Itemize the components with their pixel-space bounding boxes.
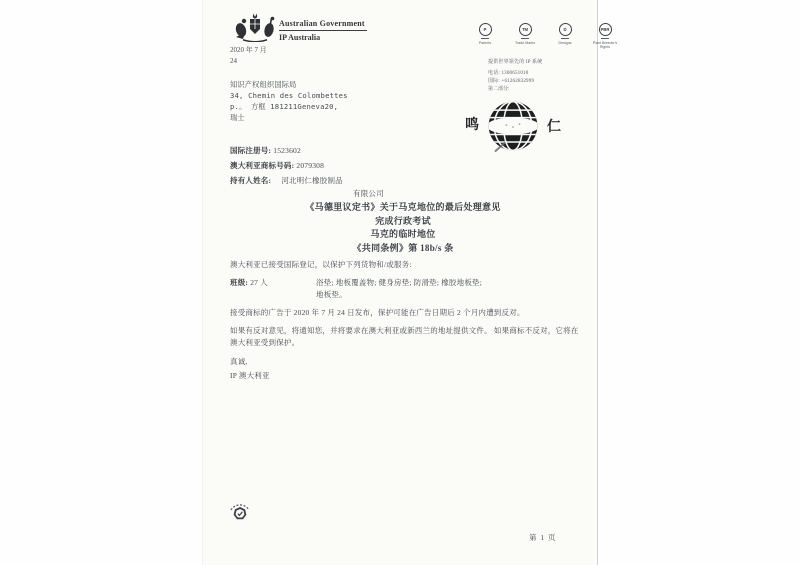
date-line1: 2020 年 7 月 bbox=[230, 46, 267, 54]
trade-marks-icon: TM Trade Marks bbox=[511, 23, 539, 49]
mark-left-char: 鸣 bbox=[465, 118, 479, 133]
title-divider bbox=[279, 30, 367, 31]
tagline: 提供世界领先的 IP 系统 bbox=[488, 60, 543, 65]
au-tm-value: 2079308 bbox=[296, 161, 325, 170]
letter-headings bbox=[230, 201, 576, 255]
holder-label: 持有人姓名: bbox=[230, 176, 272, 185]
registration-details bbox=[230, 143, 570, 200]
mark-section-label: 第二部分: bbox=[488, 87, 510, 92]
recipient-line: 34, Chemin des Colombettes bbox=[230, 91, 348, 100]
goods-line: 浴垫; 地板覆盖物; 健身房垫; 防滑垫; 橡胶地板垫; bbox=[316, 278, 483, 287]
class-value: 27 人 bbox=[250, 278, 268, 287]
holder-value: 河北明仁橡胶制品 bbox=[281, 176, 343, 185]
letter-date bbox=[230, 45, 267, 67]
phone: 电话: 1300651010 bbox=[488, 71, 529, 76]
goods-line: 地板垫。 bbox=[316, 289, 347, 299]
gov-title-block bbox=[279, 19, 367, 42]
goods-list bbox=[316, 277, 578, 300]
heading-line: 《共同条例》第 18b/s 条 bbox=[352, 242, 454, 253]
recipient-line: 瑞士 bbox=[230, 113, 245, 122]
recipient-line: p.。 方框 181211Geneva20, bbox=[230, 102, 339, 111]
contact-block bbox=[488, 59, 542, 86]
intl-reg-value: 1523602 bbox=[273, 146, 301, 155]
signature: IP 澳大利亚 bbox=[230, 371, 270, 380]
pbr-icon: PBR Plant Breeder's Rights bbox=[591, 23, 619, 49]
recipient-address bbox=[230, 79, 348, 123]
gov-title: Australian Government bbox=[279, 19, 365, 28]
heading-line: 《马德里议定书》关于马克地位的最后处理意见 bbox=[305, 202, 501, 212]
mark-right-char: 仁 bbox=[547, 120, 561, 135]
patents-icon: P Patents bbox=[471, 23, 499, 49]
intro-paragraph: 澳大利亚已接受国际登记，以保护下列货物和/或服务: bbox=[230, 260, 412, 269]
document-page bbox=[202, 0, 618, 565]
australian-coat-of-arms-icon bbox=[233, 12, 277, 42]
intl-phone: 国际: +61262832999 bbox=[488, 79, 535, 84]
heading-line: 完成行政考试 bbox=[375, 215, 431, 226]
class-label: 班级: bbox=[230, 278, 249, 287]
closing: 真诚, bbox=[230, 357, 248, 366]
ip-rights-icons bbox=[471, 23, 619, 49]
opposition-paragraph: 如果有反对意见，将通知您，并将要求在澳大利亚或新西兰的地址提供文件。 如果商标不反对，它将在澳大利亚受到保护。 bbox=[230, 326, 579, 347]
page-number: 第 1 页 bbox=[529, 533, 557, 542]
au-tm-label: 澳大利亚商标号码: bbox=[230, 161, 295, 170]
date-line2: 24 bbox=[230, 57, 237, 65]
holder-value2: 有限公司 bbox=[353, 189, 384, 198]
agency-name: IP Australia bbox=[279, 33, 321, 42]
recipient-line: 知识产权组织国际局 bbox=[230, 80, 297, 89]
heading-line: 马克的临时地位 bbox=[370, 229, 436, 239]
designs-icon: D Designs bbox=[551, 23, 579, 49]
intl-reg-label: 国际注册号: bbox=[230, 146, 272, 155]
advert-paragraph: 接受商标的广告于 2020 年 7 月 24 日发布，保护可能在广告日期后 2 个月内遭到反对。 bbox=[230, 308, 525, 317]
certification-seal-icon bbox=[227, 498, 253, 528]
